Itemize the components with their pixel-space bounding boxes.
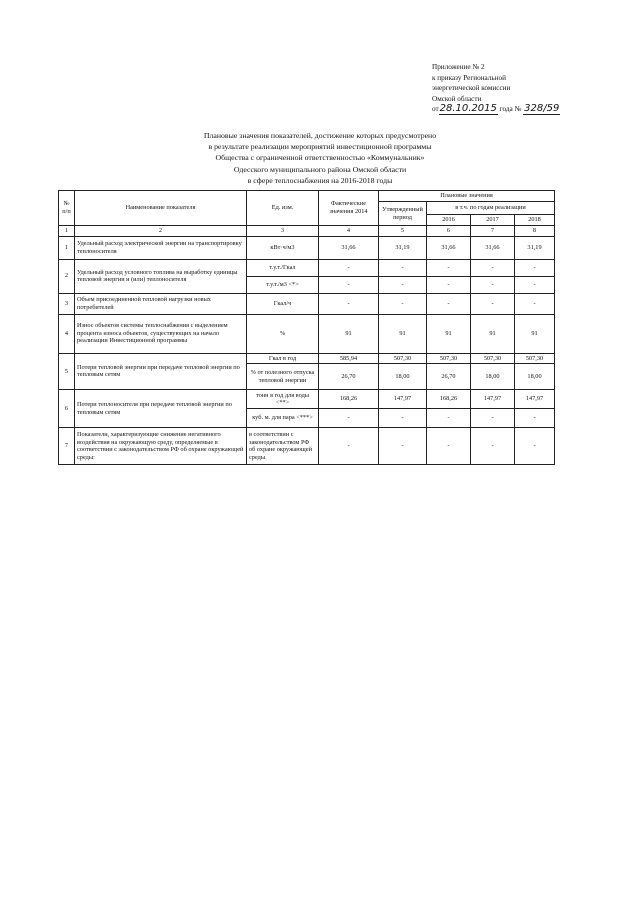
table-row bbox=[59, 428, 555, 465]
colnum: 4 bbox=[319, 226, 379, 237]
value-cell: 507,30 bbox=[379, 353, 427, 364]
table-row bbox=[59, 353, 555, 364]
value-cell: - bbox=[427, 293, 471, 314]
annex-year-number: года № bbox=[499, 105, 522, 113]
value-cell: - bbox=[319, 276, 379, 293]
title-line-5: в сфере теплоснабжения на 2016-2018 годы bbox=[247, 175, 393, 185]
value-cell: 147,97 bbox=[515, 390, 555, 409]
row-num: 3 bbox=[59, 293, 75, 314]
value-cell: - bbox=[515, 276, 555, 293]
value-cell: - bbox=[319, 409, 379, 428]
value-cell: 31,19 bbox=[515, 236, 555, 259]
header-name: Наименование показателя bbox=[75, 191, 247, 226]
value-cell: 26,70 bbox=[319, 364, 379, 390]
value-cell: 91 bbox=[471, 314, 515, 353]
handwritten-number: 328/59 bbox=[524, 103, 560, 114]
value-cell: - bbox=[427, 259, 471, 276]
header-2018: 2018 bbox=[515, 215, 555, 226]
value-cell: - bbox=[427, 428, 471, 465]
row-unit: % bbox=[247, 314, 319, 353]
colnum: 1 bbox=[59, 226, 75, 237]
header-by-years: в т.ч. по годам реализации bbox=[427, 202, 555, 215]
value-cell: - bbox=[471, 293, 515, 314]
value-cell: 147,97 bbox=[471, 390, 515, 409]
value-cell: 31,66 bbox=[319, 236, 379, 259]
header-unit: Ед. изм. bbox=[247, 191, 319, 226]
row-name: Показатели, характеризующие снижение негативного воздействия на окружающую среду, определяемые в соответствии с законодательством РФ об охране окружающей среды: bbox=[75, 428, 247, 465]
value-cell: 147,97 bbox=[379, 390, 427, 409]
title-line-3: Общества с ограниченной ответственностью «Коммунальник» bbox=[215, 153, 425, 163]
row-num: 4 bbox=[59, 314, 75, 353]
value-cell: 91 bbox=[319, 314, 379, 353]
value-cell: 585,94 bbox=[319, 353, 379, 364]
title-line-2: в результате реализации мероприятий инвестиционной программы bbox=[208, 142, 432, 152]
row-unit: Гкал/ч bbox=[247, 293, 319, 314]
header-2016: 2016 bbox=[427, 215, 471, 226]
row-unit: т.у.т./м3 <*> bbox=[247, 276, 319, 293]
table-row bbox=[59, 314, 555, 353]
table-row bbox=[59, 390, 555, 409]
row-unit: % от полезного отпуска тепловой энергии bbox=[247, 364, 319, 390]
header-2017: 2017 bbox=[471, 215, 515, 226]
value-cell: - bbox=[379, 428, 427, 465]
value-cell: 507,30 bbox=[515, 353, 555, 364]
value-cell: - bbox=[319, 293, 379, 314]
value-cell: - bbox=[471, 409, 515, 428]
row-name: Удельный расход электрической энергии на транспортировку теплоносителя bbox=[75, 236, 247, 259]
row-num: 6 bbox=[59, 390, 75, 428]
column-numbers-row bbox=[59, 226, 555, 237]
value-cell: - bbox=[471, 276, 515, 293]
value-cell: 168,26 bbox=[319, 390, 379, 409]
value-cell: 168,26 bbox=[427, 390, 471, 409]
value-cell: 91 bbox=[515, 314, 555, 353]
value-cell: - bbox=[427, 409, 471, 428]
value-cell: - bbox=[379, 409, 427, 428]
annex-from: от bbox=[432, 105, 439, 113]
row-num: 1 bbox=[59, 236, 75, 259]
value-cell: 91 bbox=[379, 314, 427, 353]
value-cell: 18,00 bbox=[471, 364, 515, 390]
value-cell: - bbox=[515, 428, 555, 465]
row-num: 5 bbox=[59, 353, 75, 390]
indicators-table bbox=[58, 190, 555, 465]
value-cell: - bbox=[515, 409, 555, 428]
colnum: 7 bbox=[471, 226, 515, 237]
value-cell: - bbox=[515, 293, 555, 314]
row-num: 7 bbox=[59, 428, 75, 465]
row-unit: куб. м. для пара <***> bbox=[247, 409, 319, 428]
annex-line-3: энергетической комиссии bbox=[432, 84, 511, 92]
value-cell: 31,19 bbox=[379, 236, 427, 259]
row-unit: кВт·ч/м3 bbox=[247, 236, 319, 259]
annex-block bbox=[432, 62, 612, 115]
annex-date-line bbox=[432, 104, 612, 115]
header-num: № п/п bbox=[59, 191, 75, 226]
colnum: 2 bbox=[75, 226, 247, 237]
row-unit: т.у.т./Гкал bbox=[247, 259, 319, 276]
value-cell: - bbox=[379, 276, 427, 293]
annex-line-1: Приложение № 2 bbox=[432, 63, 485, 71]
row-unit: тонн в год для воды <**> bbox=[247, 390, 319, 409]
value-cell: - bbox=[515, 259, 555, 276]
row-name: Потери тепловой энергии при передаче тепловой энергии по тепловым сетям bbox=[75, 353, 247, 390]
value-cell: - bbox=[379, 259, 427, 276]
value-cell: 31,66 bbox=[427, 236, 471, 259]
value-cell: 18,00 bbox=[515, 364, 555, 390]
value-cell: 26,70 bbox=[427, 364, 471, 390]
title-line-1: Плановые значения показателей, достижение которых предусмотрено bbox=[203, 131, 437, 140]
colnum: 8 bbox=[515, 226, 555, 237]
value-cell: 91 bbox=[427, 314, 471, 353]
header-planned: Плановые значения bbox=[379, 191, 555, 202]
table-row bbox=[59, 236, 555, 259]
annex-line-4: Омской области bbox=[432, 94, 482, 103]
colnum: 3 bbox=[247, 226, 319, 237]
row-name: Износ объектов системы теплоснабжения с выделением процента износа объектов, существующих на начало реализации Инвестиционной программы bbox=[75, 314, 247, 353]
table-row bbox=[59, 293, 555, 314]
value-cell: - bbox=[319, 428, 379, 465]
value-cell: 507,30 bbox=[427, 353, 471, 364]
value-cell: - bbox=[319, 259, 379, 276]
colnum: 6 bbox=[427, 226, 471, 237]
row-unit: в соответствии с законодательством РФ об охране окружающей среды bbox=[247, 428, 319, 465]
value-cell: 507,30 bbox=[471, 353, 515, 364]
row-name: Объем присоединенной тепловой нагрузки новых потребителей bbox=[75, 293, 247, 314]
row-num: 2 bbox=[59, 259, 75, 293]
handwritten-date: 28.10.2015 bbox=[439, 103, 497, 114]
value-cell: - bbox=[379, 293, 427, 314]
header-approved: Утвержденный период bbox=[379, 202, 427, 226]
value-cell: 18,00 bbox=[379, 364, 427, 390]
title-line-4: Одесского муниципального района Омской области bbox=[233, 164, 407, 174]
colnum: 5 bbox=[379, 226, 427, 237]
table-row bbox=[59, 259, 555, 276]
value-cell: - bbox=[471, 428, 515, 465]
header-actual: Фактические значения 2014 bbox=[319, 191, 379, 226]
row-name: Потери теплоносителя при передаче тепловой энергии по тепловым сетям bbox=[75, 390, 247, 428]
row-unit: Гкал в год bbox=[247, 353, 319, 364]
value-cell: 31,66 bbox=[471, 236, 515, 259]
annex-line-2: к приказу Региональной bbox=[432, 73, 506, 82]
row-name: Удельный расход условного топлива на выработку единицы тепловой энергии и (или) теплоносителя bbox=[75, 259, 247, 293]
value-cell: - bbox=[427, 276, 471, 293]
document-title bbox=[140, 130, 500, 186]
value-cell: - bbox=[471, 259, 515, 276]
